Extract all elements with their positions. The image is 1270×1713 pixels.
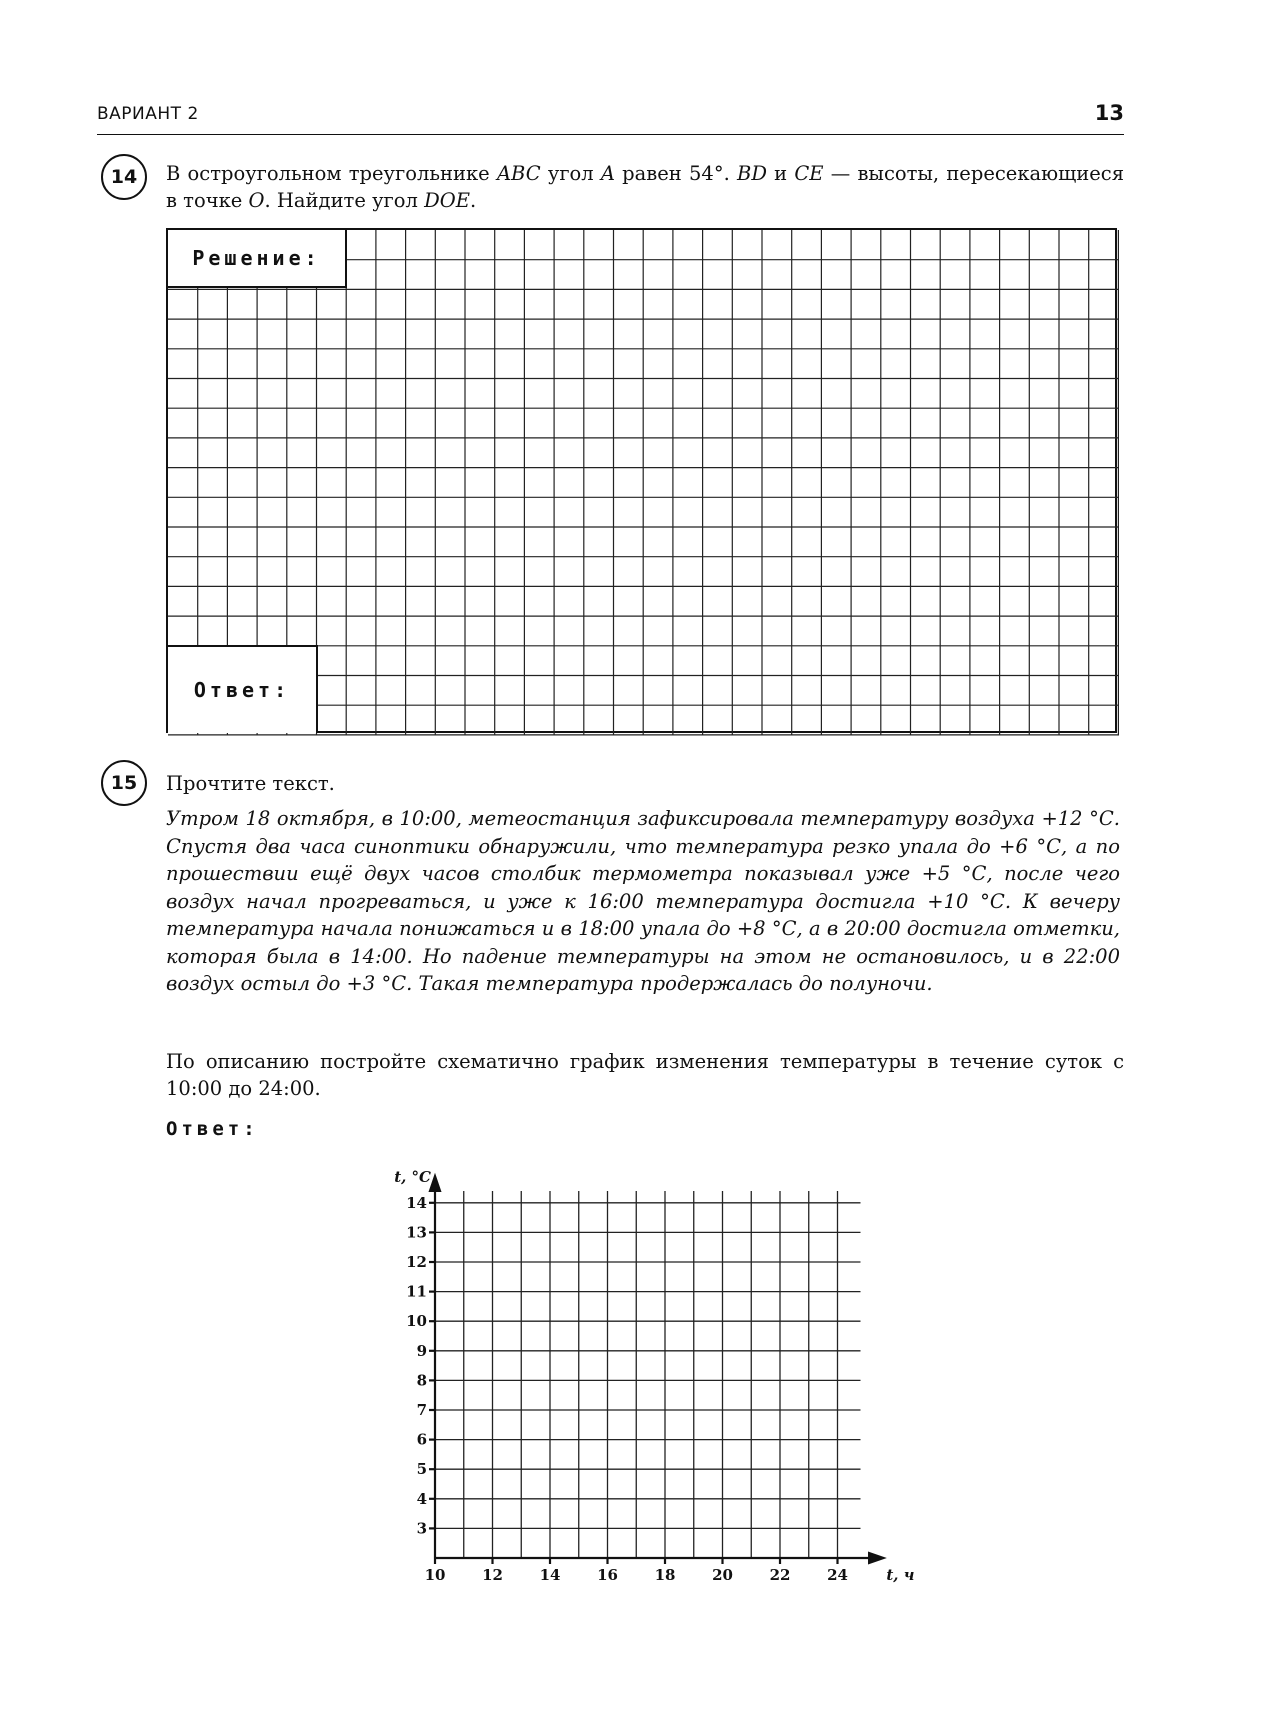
task-14-text-part: . [469,189,477,212]
task-15-intro: Прочтите текст. [166,772,335,795]
weather-passage: Утром 18 октября, в 10:00, метеостанция зафиксировала температуру воздуха +12 °С. Спустя два часа синоптики обнаружили, что температура резко упала до +6 °С, а по прошествии ещё двух часов столбик термометра показывал уже +5 °С, после чего воздух начал прогреваться, и уже к 16:00 температура достигла +10 °С. К вечеру температура начала понижаться и в 18:00 упала до +8 °С, а в 20:00 достигла отметки, которая была в 14:00. Но падение температуры на этом не остановилось, и в 22:00 воздух остыл до +3 °С. Такая температура продержалась до полуночи. [166,807,1120,995]
y-tick-label: 12 [406,1253,427,1271]
answer-label-15: Ответ: [166,1118,259,1140]
x-tick-label: 22 [769,1566,791,1584]
y-axis-title: t, °C [394,1168,431,1187]
y-tick-label: 8 [416,1371,427,1390]
task-14-text-part: угол [540,162,601,185]
y-tick-label: 9 [416,1341,427,1360]
task-14-text-part: В остроугольном треугольнике [166,162,497,185]
solution-label: Решение: [168,230,347,288]
y-tick-label: 14 [406,1193,427,1212]
header-divider [97,134,1124,135]
x-tick-label: 20 [712,1566,733,1584]
task-14-text-part: BD [736,162,767,185]
task-14-text-part: DOE [424,189,470,212]
x-tick-label: 14 [539,1566,561,1584]
task-14-number: 14 [101,154,147,200]
page-number: 13 [1094,101,1124,125]
task-15-number: 15 [101,760,147,806]
y-tick-label: 11 [406,1282,427,1301]
temperature-chart[interactable] [370,1140,915,1600]
x-tick-label: 18 [654,1566,676,1584]
answer-label-14: Ответ: [168,645,318,733]
x-tick-label: 12 [482,1566,503,1584]
x-axis-arrow [869,1553,883,1563]
y-axis-arrow [430,1176,440,1191]
y-tick-label: 7 [416,1401,427,1419]
y-tick-label: 6 [416,1430,427,1449]
variant-label: ВАРИАНТ 2 [97,104,199,124]
y-tick-label: 3 [416,1519,427,1538]
y-tick-label: 13 [406,1223,427,1242]
task-14-text-part: ABC [496,162,541,185]
task-14-text-part: . Найдите угол [264,189,425,212]
solution-grid[interactable] [166,228,1117,733]
task-14-text [166,160,1124,214]
y-tick-label: 5 [416,1460,427,1479]
x-tick-label: 10 [424,1566,446,1584]
x-tick-label: 24 [827,1566,848,1584]
task-14-text-part: CE [794,162,824,185]
task-14-text-part: A [600,162,615,185]
task-14-text-part: и [766,162,795,185]
task-14-text-part: — высоты, пересекающиеся в точке [166,162,1125,212]
task-14-text-part: равен 54°. [614,162,737,185]
y-tick-label: 10 [406,1312,427,1331]
task-14-text-part: O [248,189,265,212]
x-tick-label: 16 [597,1566,618,1584]
y-tick-label: 4 [416,1489,427,1508]
task-15-instruction: По описанию постройте схематично график изменения температуры в течение суток с 10:00 до 24:00. [166,1050,1124,1100]
x-axis-title: t, ч [886,1566,915,1584]
